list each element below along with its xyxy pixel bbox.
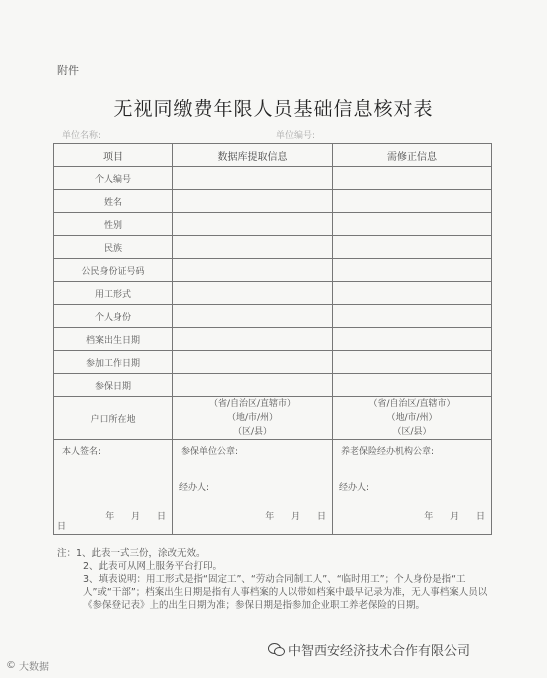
unit-code-label: 单位编号: [276, 131, 316, 141]
table-row [54, 328, 492, 351]
row-label: 个人身份 [54, 305, 173, 328]
agency-seal-cell [333, 440, 492, 535]
row-label: 参加工作日期 [54, 351, 173, 374]
row-label: 档案出生日期 [54, 328, 173, 351]
address-line-province: （省/自治区/直辖市） [368, 399, 456, 409]
agency-seal-date: 年 月 日 [424, 512, 485, 522]
table-header-row [54, 144, 492, 167]
row-label: 民族 [54, 236, 173, 259]
header-item: 项目 [54, 144, 173, 167]
table-row [54, 282, 492, 305]
fix-cell [333, 167, 492, 190]
db-cell [173, 190, 333, 213]
db-cell [173, 213, 333, 236]
signature-row [54, 440, 492, 535]
fix-cell [333, 305, 492, 328]
fix-cell [333, 374, 492, 397]
note-3: 3、填表说明：用工形式是指“固定工”、“劳动合同制工人”、“临时用工”；个人身份是指“工人”或“干部”；档案出生日期是指有人事档案的人以带如档案中最早记录为准，无人事档案人员以《参保登记表》上的出生日期为准；参保日期是指参加企业职工养老保险的日期。 [83, 574, 488, 611]
hukou-fix-cell [333, 397, 492, 440]
wechat-icon [268, 643, 284, 656]
hukou-label: 户口所在地 [54, 397, 173, 440]
attachment-label: 附件 [57, 64, 79, 77]
fix-cell [333, 259, 492, 282]
form-title: 无视同缴费年限人员基础信息核对表 [113, 98, 434, 120]
fix-cell [333, 190, 492, 213]
row-label: 个人编号 [54, 167, 173, 190]
address-line-city: （地/市/州） [226, 413, 279, 423]
note-2: 2、此表可从网上服务平台打印。 [83, 561, 223, 572]
notes [57, 547, 497, 612]
table-row [54, 351, 492, 374]
unit-seal-cell [173, 440, 333, 535]
row-label: 姓名 [54, 190, 173, 213]
address-line-county: （区/县） [232, 427, 273, 437]
agency-handler-label: 经办人: [339, 483, 370, 493]
address-line-province: （省/自治区/直辖市） [208, 399, 297, 409]
self-signature-label: 本人签名: [62, 447, 102, 457]
table-row [54, 374, 492, 397]
header-db-info: 数据库提取信息 [173, 144, 333, 167]
fix-cell [333, 236, 492, 259]
db-cell [173, 305, 333, 328]
db-cell [173, 374, 333, 397]
table-row [54, 305, 492, 328]
info-table [53, 143, 492, 535]
unit-name-label: 单位名称: [62, 131, 102, 141]
row-label: 公民身份证号码 [54, 259, 173, 282]
table-row [54, 259, 492, 282]
hukou-row [54, 397, 492, 440]
agency-seal-label: 养老保险经办机构公章: [341, 447, 435, 457]
db-cell [173, 328, 333, 351]
self-signature-day-suffix: 日 [57, 522, 67, 532]
db-cell [173, 259, 333, 282]
self-signature-cell [54, 440, 173, 535]
note-1: 注：1、此表一式三份，涂改无效。 [57, 548, 206, 559]
row-label: 性别 [54, 213, 173, 236]
row-label: 参保日期 [54, 374, 173, 397]
copyright-icon: © [6, 660, 16, 671]
table-row [54, 190, 492, 213]
table-row [54, 167, 492, 190]
row-label: 用工形式 [54, 282, 173, 305]
unit-handler-label: 经办人: [179, 483, 210, 493]
unit-seal-label: 参保单位公章: [181, 447, 239, 457]
db-cell [173, 351, 333, 374]
header-correction: 需修正信息 [333, 144, 492, 167]
table-row [54, 213, 492, 236]
table-row [54, 236, 492, 259]
db-cell [173, 167, 333, 190]
address-line-county: （区/县） [392, 427, 432, 437]
db-cell [173, 282, 333, 305]
address-line-city: （地/市/州） [386, 413, 438, 423]
self-signature-date: 年 月 日 [105, 512, 166, 522]
db-cell [173, 236, 333, 259]
watermark-source-text: 大数据 [19, 662, 49, 673]
watermark-source [6, 658, 49, 673]
hukou-db-cell [173, 397, 333, 440]
unit-seal-date: 年 月 日 [265, 512, 326, 522]
watermark-company [268, 640, 470, 659]
fix-cell [333, 328, 492, 351]
fix-cell [333, 282, 492, 305]
fix-cell [333, 213, 492, 236]
watermark-company-text: 中智西安经济技术合作有限公司 [288, 644, 471, 659]
fix-cell [333, 351, 492, 374]
